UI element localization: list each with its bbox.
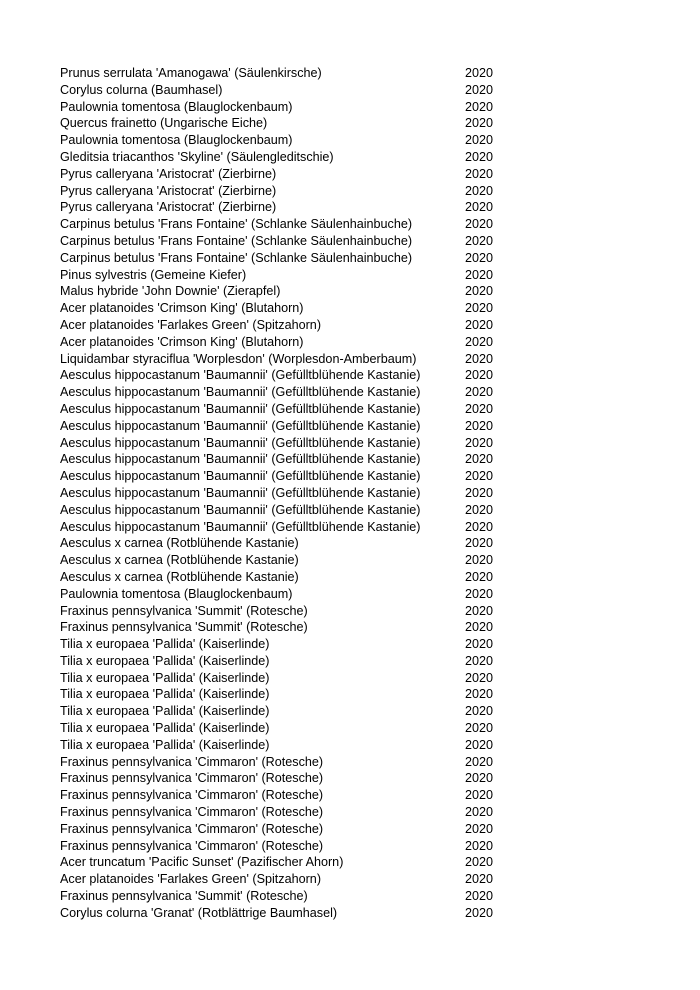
tree-name-cell: Pinus sylvestris (Gemeine Kiefer): [60, 267, 247, 282]
tree-name-cell: Corylus colurna (Baumhasel): [60, 82, 223, 97]
year-cell: 2020: [465, 368, 494, 383]
year-cell: 2020: [465, 905, 494, 920]
table-row: [60, 519, 520, 536]
tree-name-cell: Tilia x europaea 'Pallida' (Kaiserlinde): [60, 704, 270, 719]
table-row: [60, 149, 520, 166]
tree-name-cell: Aesculus hippocastanum 'Baumannii' (Gefülltblühende Kastanie): [60, 469, 421, 484]
tree-name-cell: Fraxinus pennsylvanica 'Cimmaron' (Rotesche): [60, 838, 324, 853]
tree-name-cell: Aesculus hippocastanum 'Baumannii' (Gefülltblühende Kastanie): [60, 401, 421, 416]
year-cell: 2020: [465, 452, 494, 467]
year-cell: 2020: [465, 116, 494, 131]
table-row: [60, 670, 520, 687]
table-row: [60, 300, 520, 317]
tree-name-cell: Aesculus hippocastanum 'Baumannii' (Gefülltblühende Kastanie): [60, 485, 421, 500]
table-row: [60, 804, 520, 821]
tree-name-cell: Acer platanoides 'Crimson King' (Blutahorn): [60, 334, 304, 349]
year-cell: 2020: [465, 620, 494, 635]
tree-name-cell: Acer platanoides 'Farlakes Green' (Spitzahorn): [60, 872, 322, 887]
year-cell: 2020: [465, 805, 494, 820]
table-row: [60, 586, 520, 603]
table-row: [60, 216, 520, 233]
year-cell: 2020: [465, 536, 494, 551]
table-row: [60, 619, 520, 636]
table-row: [60, 334, 520, 351]
tree-name-cell: Tilia x europaea 'Pallida' (Kaiserlinde): [60, 687, 270, 702]
year-cell: 2020: [465, 737, 494, 752]
year-cell: 2020: [465, 149, 494, 164]
tree-list: [60, 65, 520, 922]
tree-name-cell: Aesculus hippocastanum 'Baumannii' (Gefülltblühende Kastanie): [60, 502, 421, 517]
year-cell: 2020: [465, 334, 494, 349]
table-row: [60, 502, 520, 519]
table-row: [60, 720, 520, 737]
table-row: [60, 838, 520, 855]
table-row: [60, 703, 520, 720]
tree-name-cell: Paulownia tomentosa (Blauglockenbaum): [60, 586, 293, 601]
table-row: [60, 317, 520, 334]
year-cell: 2020: [465, 82, 494, 97]
table-row: [60, 871, 520, 888]
tree-name-cell: Prunus serrulata 'Amanogawa' (Säulenkirsche): [60, 66, 322, 80]
year-cell: 2020: [465, 485, 494, 500]
year-cell: 2020: [465, 637, 494, 652]
tree-name-cell: Paulownia tomentosa (Blauglockenbaum): [60, 133, 293, 148]
year-cell: 2020: [465, 435, 494, 450]
tree-name-cell: Quercus frainetto (Ungarische Eiche): [60, 116, 268, 131]
tree-name-cell: Aesculus x carnea (Rotblühende Kastanie): [60, 569, 299, 584]
year-cell: 2020: [465, 519, 494, 534]
year-cell: 2020: [465, 872, 494, 887]
year-cell: 2020: [465, 586, 494, 601]
year-cell: 2020: [465, 502, 494, 517]
year-cell: 2020: [465, 670, 494, 685]
table-row: [60, 99, 520, 116]
tree-name-cell: Aesculus hippocastanum 'Baumannii' (Gefülltblühende Kastanie): [60, 418, 421, 433]
year-cell: 2020: [465, 351, 494, 366]
tree-name-cell: Paulownia tomentosa (Blauglockenbaum): [60, 99, 293, 114]
tree-name-cell: Fraxinus pennsylvanica 'Cimmaron' (Rotesche): [60, 754, 324, 769]
tree-name-cell: Pyrus calleryana 'Aristocrat' (Zierbirne): [60, 166, 277, 181]
tree-name-cell: Carpinus betulus 'Frans Fontaine' (Schlanke Säulenhainbuche): [60, 217, 413, 232]
year-cell: 2020: [465, 200, 494, 215]
tree-name-cell: Fraxinus pennsylvanica 'Cimmaron' (Rotesche): [60, 821, 324, 836]
year-cell: 2020: [465, 418, 494, 433]
year-cell: 2020: [465, 771, 494, 786]
table-row: [60, 754, 520, 771]
tree-name-cell: Fraxinus pennsylvanica 'Summit' (Rotesche): [60, 889, 308, 904]
year-cell: 2020: [465, 99, 494, 114]
tree-name-cell: Corylus colurna 'Granat' (Rotblättrige Baumhasel): [60, 905, 338, 920]
table-row: [60, 199, 520, 216]
table-row: [60, 787, 520, 804]
tree-name-cell: Tilia x europaea 'Pallida' (Kaiserlinde): [60, 653, 270, 668]
tree-name-cell: Tilia x europaea 'Pallida' (Kaiserlinde): [60, 737, 270, 752]
table-row: [60, 535, 520, 552]
tree-name-cell: Aesculus hippocastanum 'Baumannii' (Gefülltblühende Kastanie): [60, 368, 421, 383]
year-cell: 2020: [465, 569, 494, 584]
tree-name-cell: Pyrus calleryana 'Aristocrat' (Zierbirne): [60, 200, 277, 215]
table-row: [60, 435, 520, 452]
table-row: [60, 351, 520, 368]
year-cell: 2020: [465, 217, 494, 232]
tree-name-cell: Fraxinus pennsylvanica 'Cimmaron' (Rotesche): [60, 771, 324, 786]
year-cell: 2020: [465, 855, 494, 870]
table-row: [60, 737, 520, 754]
table-row: [60, 821, 520, 838]
year-cell: 2020: [465, 469, 494, 484]
year-cell: 2020: [465, 401, 494, 416]
tree-name-cell: Tilia x europaea 'Pallida' (Kaiserlinde): [60, 721, 270, 736]
table-row: [60, 115, 520, 132]
table-row: [60, 888, 520, 905]
table-row: [60, 603, 520, 620]
tree-name-cell: Aesculus hippocastanum 'Baumannii' (Gefülltblühende Kastanie): [60, 519, 421, 534]
tree-name-cell: Aesculus hippocastanum 'Baumannii' (Gefülltblühende Kastanie): [60, 452, 421, 467]
table-row: [60, 183, 520, 200]
year-cell: 2020: [465, 687, 494, 702]
tree-name-cell: Carpinus betulus 'Frans Fontaine' (Schlanke Säulenhainbuche): [60, 250, 413, 265]
tree-name-cell: Aesculus hippocastanum 'Baumannii' (Gefülltblühende Kastanie): [60, 385, 421, 400]
tree-name-cell: Pyrus calleryana 'Aristocrat' (Zierbirne): [60, 183, 277, 198]
year-cell: 2020: [465, 301, 494, 316]
tree-name-cell: Aesculus x carnea (Rotblühende Kastanie): [60, 536, 299, 551]
year-cell: 2020: [465, 754, 494, 769]
tree-name-cell: Acer truncatum 'Pacific Sunset' (Pazifischer Ahorn): [60, 855, 344, 870]
year-cell: 2020: [465, 133, 494, 148]
year-cell: 2020: [465, 385, 494, 400]
tree-name-cell: Malus hybride 'John Downie' (Zierapfel): [60, 284, 281, 299]
table-row: [60, 468, 520, 485]
table-row: [60, 233, 520, 250]
table-row: [60, 283, 520, 300]
year-cell: 2020: [465, 317, 494, 332]
year-cell: 2020: [465, 704, 494, 719]
tree-name-cell: Acer platanoides 'Farlakes Green' (Spitzahorn): [60, 317, 322, 332]
tree-name-cell: Acer platanoides 'Crimson King' (Blutahorn): [60, 301, 304, 316]
table-row: [60, 485, 520, 502]
table-row: [60, 132, 520, 149]
year-cell: 2020: [465, 603, 494, 618]
year-cell: 2020: [465, 889, 494, 904]
year-cell: 2020: [465, 233, 494, 248]
table-row: [60, 401, 520, 418]
tree-name-cell: Aesculus hippocastanum 'Baumannii' (Gefülltblühende Kastanie): [60, 435, 421, 450]
table-row: [60, 854, 520, 871]
year-cell: 2020: [465, 653, 494, 668]
year-cell: 2020: [465, 553, 494, 568]
year-cell: 2020: [465, 183, 494, 198]
tree-name-cell: Liquidambar styraciflua 'Worplesdon' (Worplesdon-Amberbaum): [60, 351, 417, 366]
tree-name-cell: Gleditsia triacanthos 'Skyline' (Säulengleditschie): [60, 149, 334, 164]
table-row: [60, 636, 520, 653]
year-cell: 2020: [465, 821, 494, 836]
year-cell: 2020: [465, 66, 494, 80]
table-row: [60, 367, 520, 384]
year-cell: 2020: [465, 284, 494, 299]
year-cell: 2020: [465, 838, 494, 853]
tree-name-cell: Fraxinus pennsylvanica 'Summit' (Rotesche): [60, 603, 308, 618]
year-cell: 2020: [465, 721, 494, 736]
table-row: [60, 82, 520, 99]
table-row: [60, 770, 520, 787]
table-row: [60, 166, 520, 183]
table-row: [60, 250, 520, 267]
table-row: [60, 267, 520, 284]
table-row: [60, 653, 520, 670]
tree-name-cell: Fraxinus pennsylvanica 'Summit' (Rotesche): [60, 620, 308, 635]
tree-name-cell: Fraxinus pennsylvanica 'Cimmaron' (Rotesche): [60, 805, 324, 820]
year-cell: 2020: [465, 250, 494, 265]
table-row: [60, 65, 520, 82]
table-row: [60, 418, 520, 435]
year-cell: 2020: [465, 267, 494, 282]
tree-name-cell: Tilia x europaea 'Pallida' (Kaiserlinde): [60, 670, 270, 685]
table-row: [60, 451, 520, 468]
table-row: [60, 384, 520, 401]
table-row: [60, 569, 520, 586]
table-row: [60, 552, 520, 569]
year-cell: 2020: [465, 788, 494, 803]
tree-name-cell: Aesculus x carnea (Rotblühende Kastanie): [60, 553, 299, 568]
tree-name-cell: Tilia x europaea 'Pallida' (Kaiserlinde): [60, 637, 270, 652]
tree-name-cell: Carpinus betulus 'Frans Fontaine' (Schlanke Säulenhainbuche): [60, 233, 413, 248]
tree-name-cell: Fraxinus pennsylvanica 'Cimmaron' (Rotesche): [60, 788, 324, 803]
year-cell: 2020: [465, 166, 494, 181]
table-row: [60, 686, 520, 703]
table-row: [60, 905, 520, 922]
